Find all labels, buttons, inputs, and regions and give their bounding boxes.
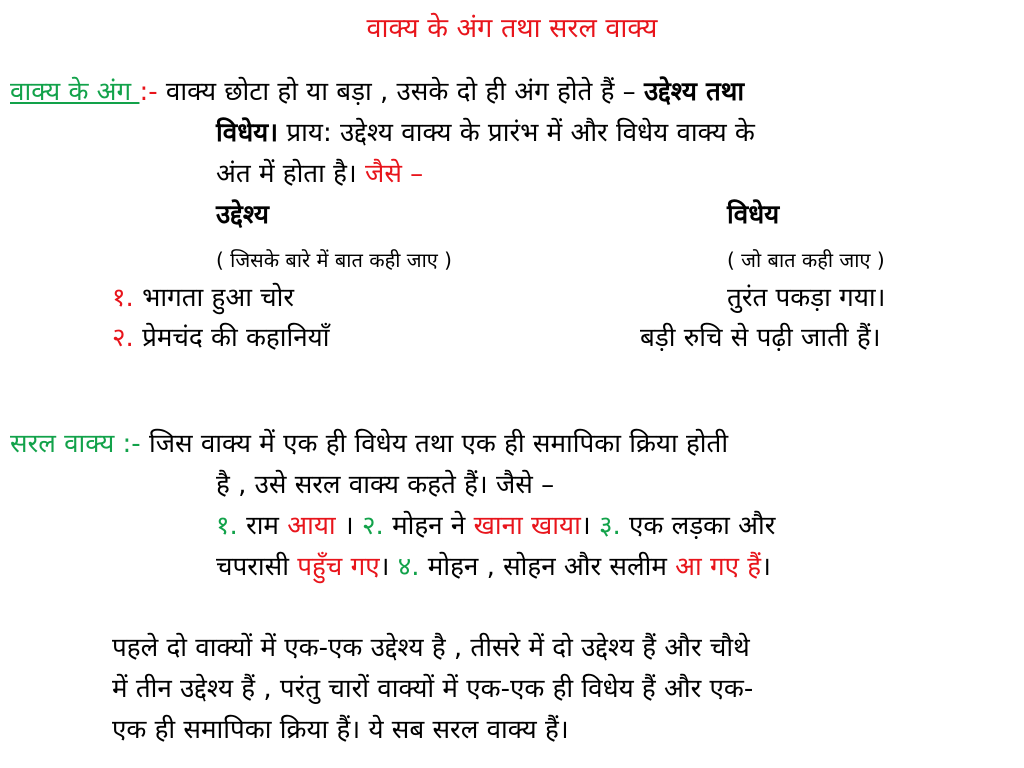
section1-line3-text: अंत में होता है। <box>216 159 357 189</box>
example-predicate: आया <box>287 511 336 541</box>
column-header-predicate: विधेय <box>727 200 780 230</box>
section2-examples-line2 <box>216 547 771 583</box>
example-subject: मोहन , सोहन और सलीम <box>427 552 667 582</box>
row-subject: भागता हुआ चोर <box>142 283 295 313</box>
example-predicate: पहुँच गए <box>297 552 380 582</box>
section1-line2-text: प्राय: उद्देश्य वाक्य के प्रारंभ में और विधेय वाक्य के <box>286 118 755 148</box>
example-number: २. <box>362 511 384 541</box>
example-number: १. <box>216 511 238 541</box>
section2-line1-text: जिस वाक्य में एक ही विधेय तथा एक ही समापिका क्रिया होती <box>148 429 729 459</box>
column-note-predicate: ( जो बात कही जाए ) <box>727 248 885 272</box>
column-note-subject: ( जिसके बारे में बात कही जाए ) <box>216 248 452 272</box>
section1-line3 <box>216 154 423 190</box>
section1-line1-bold: उद्देश्य तथा <box>643 77 745 107</box>
section1-heading-sep: :- <box>139 77 158 107</box>
example-predicate: आ गए हैं <box>675 552 762 582</box>
example-row-1-predicate: तुरंत पकड़ा गया। <box>727 283 886 313</box>
example-subject: चपरासी <box>216 552 289 582</box>
page-title: वाक्य के अंग तथा सरल वाक्य <box>366 13 658 44</box>
section1-line1-text: वाक्य छोटा हो या बड़ा , उसके दो ही अंग होते हैं – <box>165 77 636 107</box>
separator: । <box>379 552 390 582</box>
column-header-subject: उद्देश्य <box>216 200 269 230</box>
conclusion-line1: पहले दो वाक्यों में एक-एक उद्देश्य है , तीसरे में दो उद्देश्य हैं और चौथे <box>112 633 750 663</box>
example-subject: मोहन ने <box>392 511 466 541</box>
example-row-2-predicate: बड़ी रुचि से पढ़ी जाती हैं। <box>640 323 881 353</box>
row-subject: प्रेमचंद की कहानियाँ <box>142 323 330 353</box>
section2-line2: है , उसे सरल वाक्य कहते हैं। जैसे – <box>216 470 555 500</box>
section1-line2-bold: विधेय। <box>216 118 279 148</box>
row-number: १. <box>112 283 134 313</box>
example-row-2-subject <box>112 318 329 354</box>
separator: । <box>580 511 591 541</box>
section1-example-label: जैसे – <box>365 159 424 189</box>
example-row-1-subject <box>112 278 294 314</box>
section2-heading: सरल वाक्य :- <box>10 429 141 459</box>
conclusion-line2: में तीन उद्देश्य हैं , परंतु चारों वाक्यों में एक-एक ही विधेय हैं और एक- <box>112 674 754 704</box>
section2-line1 <box>10 424 728 460</box>
example-number: ४. <box>397 552 420 582</box>
conclusion-line3: एक ही समापिका क्रिया हैं। ये सब सरल वाक्य हैं। <box>112 715 569 745</box>
separator: । <box>343 511 354 541</box>
example-predicate: खाना खाया <box>473 511 581 541</box>
row-number: २. <box>112 323 134 353</box>
example-subject: एक लड़का और <box>629 511 776 541</box>
example-subject: राम <box>246 511 279 541</box>
section1-line1 <box>10 72 744 108</box>
section1-line2 <box>216 113 755 149</box>
separator: । <box>761 552 771 582</box>
example-number: ३. <box>598 511 621 541</box>
section1-heading: वाक्य के अंग <box>10 77 140 107</box>
section2-examples-line1 <box>216 506 775 542</box>
